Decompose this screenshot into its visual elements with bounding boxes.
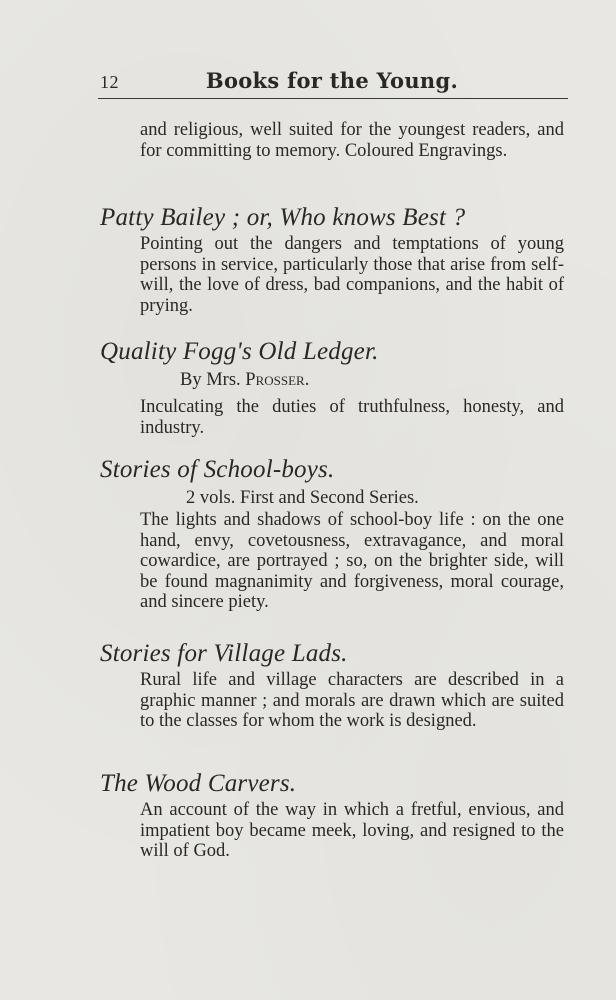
page-number: 12 [100,72,119,92]
page-header [98,62,566,94]
entry-title-patty-bailey: Patty Bailey ; or, Who knows Best ? [100,204,466,231]
byline-author: Prosser. [245,370,310,390]
entry-description-stories-village-lads: Rural life and village characters are described in a graphic manner ; and morals are drawn which are suited to the classes for whom the work is designed. [140,670,564,731]
entry-title-quality-fogg: Quality Fogg's Old Ledger. [100,338,379,365]
entry-description-wood-carvers: An account of the way in which a fretful, envious, and impatient boy became meek, loving, and resigned to the will of God. [140,800,564,861]
entry-description-quality-fogg: Inculcating the duties of truthfulness, honesty, and industry. [140,397,564,438]
entry-byline-stories-school-boys: 2 vols. First and Second Series. [186,488,419,508]
entry-byline-quality-fogg [180,370,309,391]
entry-description-patty-bailey: Pointing out the dangers and temptations of young persons in service, particularly those that arise from self-will, the love of dress, bad companions, and the habit of prying. [140,234,564,316]
running-title: Books for the Young. [205,68,459,93]
intro-paragraph: and religious, well suited for the youngest readers, and for committing to memory. Coloured Engravings. [140,120,564,161]
byline-prefix: By Mrs. [180,370,241,390]
entry-title-stories-village-lads: Stories for Village Lads. [100,640,348,667]
entry-description-stories-school-boys: The lights and shadows of school-boy life : on the one hand, envy, covetousness, extravagance, and moral cowardice, are portrayed ; so, on the brighter side, will be found magnanimity and forgiveness, moral courage, and sincere piety. [140,510,564,612]
entry-title-wood-carvers: The Wood Carvers. [100,770,297,797]
entry-title-stories-school-boys: Stories of School-boys. [100,456,335,483]
header-rule [98,98,568,99]
